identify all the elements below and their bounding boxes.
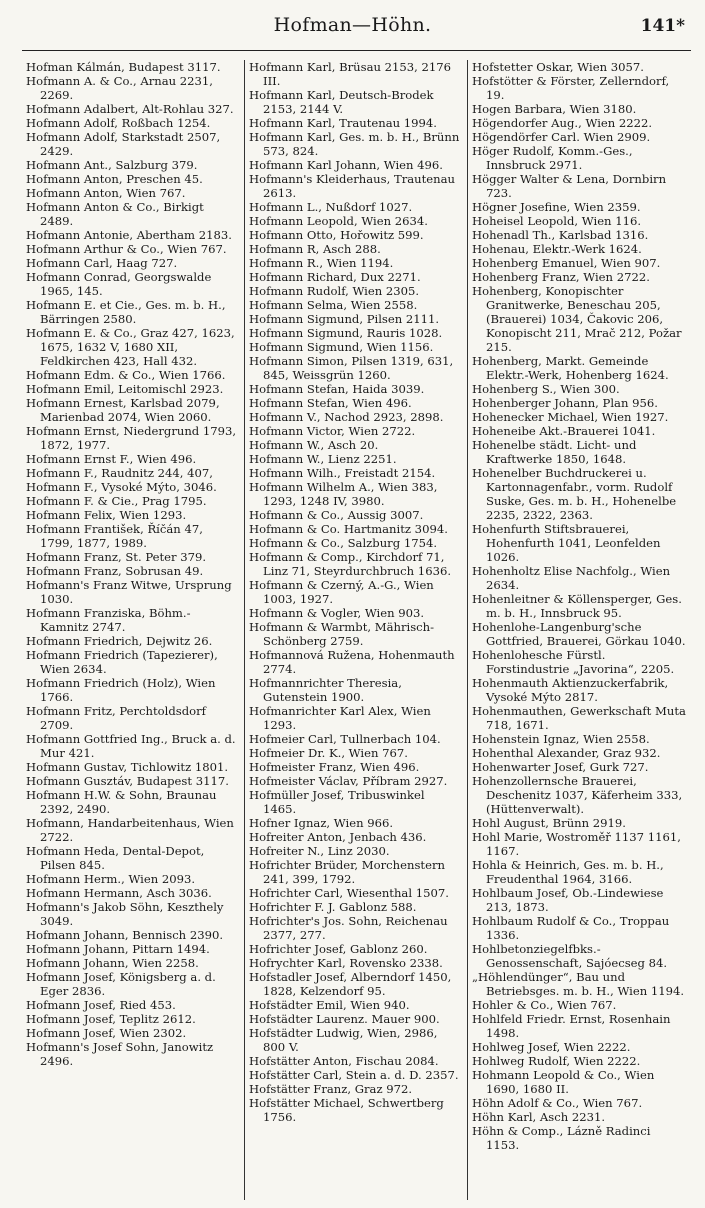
directory-entry: Högner Josefine, Wien 2359.	[472, 200, 641, 214]
directory-entry: Hofstetter Oskar, Wien 3057.	[472, 60, 644, 74]
directory-entry: Hofmann Heda, Dental-Depot, Pilsen 845.	[26, 844, 205, 872]
directory-entry: Hohenelber Buchdruckerei u. Kartonnagenfabr., vorm. Rudolf Suske, Ges. m. b. H., Hohenelbe 2235, 2322, 2363.	[472, 466, 677, 522]
directory-entry: Hofmann H.W. & Sohn, Braunau 2392, 2490.	[26, 788, 217, 816]
directory-entry: Hofmann Fritz, Perchtoldsdorf 2709.	[26, 704, 206, 732]
directory-entry: Hofstätter Anton, Fischau 2084.	[249, 1054, 439, 1068]
directory-entry: Hofmeier Dr. K., Wien 767.	[249, 746, 408, 760]
directory-entry: Hofmann Karl Johann, Wien 496.	[249, 158, 443, 172]
directory-column-3	[472, 60, 686, 1152]
directory-entry: Hofmann Ant., Salzburg 379.	[26, 158, 198, 172]
directory-entry: Hofmann Edm. & Co., Wien 1766.	[26, 368, 226, 382]
directory-entry: Hofmann Friedrich, Dejwitz 26.	[26, 634, 213, 648]
directory-entry: Hofmann Herm., Wien 2093.	[26, 872, 196, 886]
directory-entry: Hofmann Johann, Bennisch 2390.	[26, 928, 224, 942]
directory-entry: Hohla & Heinrich, Ges. m. b. H., Freudenthal 1964, 3166.	[472, 858, 664, 886]
directory-entry: Höhn & Comp., Lázně Radinci 1153.	[472, 1124, 651, 1152]
directory-entry: Hohenau, Elektr.-Werk 1624.	[472, 242, 642, 256]
directory-entry: Hohlbaum Rudolf & Co., Troppau 1336.	[472, 914, 670, 942]
directory-entry: Hofmann Sigmund, Pilsen 2111.	[249, 312, 440, 326]
column-divider	[244, 60, 245, 1200]
directory-entry: Hofmann L., Nußdorf 1027.	[249, 200, 413, 214]
directory-entry: Hofrichter F. J. Gablonz 588.	[249, 900, 417, 914]
directory-entry: Hoheneibe Akt.-Brauerei 1041.	[472, 424, 656, 438]
directory-entry: Hofmann V., Nachod 2923, 2898.	[249, 410, 444, 424]
directory-entry: Hohenmauthen, Gewerkschaft Muta 718, 1671.	[472, 704, 686, 732]
directory-entry: Hofmann Emil, Leitomischl 2923.	[26, 382, 224, 396]
directory-entry: Hofmann Sigmund, Wien 1156.	[249, 340, 434, 354]
directory-entry: Hofrichter Brüder, Morchenstern 241, 399, 1792.	[249, 858, 445, 886]
directory-entry: Hofmann Karl, Trautenau 1994.	[249, 116, 437, 130]
directory-entry: Hofmann Victor, Wien 2722.	[249, 424, 416, 438]
directory-entry: Hofstötter & Förster, Zellerndorf, 19.	[472, 74, 670, 102]
directory-entry: Hofner Ignaz, Wien 966.	[249, 816, 394, 830]
directory-entry: Hofmann Ernst, Niedergrund 1793, 1872, 1977.	[26, 424, 237, 452]
directory-entry: Hofmann Karl, Ges. m. b. H., Brünn 573, 824.	[249, 130, 460, 158]
directory-entry: Hofstädter Laurenz. Mauer 900.	[249, 1012, 440, 1026]
directory-entry: Hofreiter N., Linz 2030.	[249, 844, 390, 858]
directory-entry: Hohenlohesche Fürstl. Forstindustrie „Javorina“, 2205.	[472, 648, 675, 676]
directory-entry: Hohenberg Franz, Wien 2722.	[472, 270, 650, 284]
directory-entry: Hofstätter Michael, Schwertberg 1756.	[249, 1096, 444, 1124]
directory-entry: Hofmann Karl, Deutsch-Brodek 2153, 2144 V.	[249, 88, 434, 116]
directory-entry: Hofmann & Co., Salzburg 1754.	[249, 536, 438, 550]
directory-entry: Hohenthal Alexander, Graz 932.	[472, 746, 661, 760]
directory-entry: Hofmannová Ružena, Hohenmauth 2774.	[249, 648, 455, 676]
page-number: 141*	[640, 16, 685, 36]
directory-entry: „Höhlendünger“, Bau und Betriebsges. m. b. H., Wien 1194.	[472, 970, 685, 998]
directory-entry: Hofmann Ernst F., Wien 496.	[26, 452, 197, 466]
directory-entry: Hohenelbe städt. Licht- und Kraftwerke 1850, 1648.	[472, 438, 637, 466]
directory-column-1	[26, 60, 238, 1068]
directory-entry: Hofstadler Josef, Alberndorf 1450, 1828, Kelzendorf 95.	[249, 970, 452, 998]
directory-entry: Hofmann Ernest, Karlsbad 2079, Marienbad 2074, Wien 2060.	[26, 396, 220, 424]
directory-entry: Hohlweg Rudolf, Wien 2222.	[472, 1054, 641, 1068]
directory-entry: Hohenzollernsche Brauerei, Deschenitz 1037, Käferheim 333, (Hüttenverwalt).	[472, 774, 683, 816]
directory-entry: Hofmann Conrad, Georgswalde 1965, 145.	[26, 270, 212, 298]
directory-entry: Hofmann's Franz Witwe, Ursprung 1030.	[26, 578, 232, 606]
directory-entry: Hofmann Franz, Sobrusan 49.	[26, 564, 204, 578]
directory-entry: Hofmann W., Lienz 2251.	[249, 452, 397, 466]
directory-entry: Hofmann Stefan, Wien 496.	[249, 396, 412, 410]
directory-entry: Hofstädter Emil, Wien 940.	[249, 998, 410, 1012]
directory-entry: Hohenwarter Josef, Gurk 727.	[472, 760, 649, 774]
directory-entry: Hofmann Hermann, Asch 3036.	[26, 886, 212, 900]
directory-entry: Hofmanrichter Karl Alex, Wien 1293.	[249, 704, 431, 732]
directory-entry: Hofmann F., Vysoké Mýto, 3046.	[26, 480, 217, 494]
directory-entry: Hogen Barbara, Wien 3180.	[472, 102, 637, 116]
directory-entry: Hohenberger Johann, Plan 956.	[472, 396, 658, 410]
header-rule	[22, 50, 691, 51]
directory-entry: Hofmann Anton & Co., Birkigt 2489.	[26, 200, 204, 228]
directory-entry: Hofmann & Co., Aussig 3007.	[249, 508, 424, 522]
directory-entry: Hofmann's Kleiderhaus, Trautenau 2613.	[249, 172, 455, 200]
directory-entry: Hofreiter Anton, Jenbach 436.	[249, 830, 427, 844]
directory-entry: Hofmann's Jakob Söhn, Keszthely 3049.	[26, 900, 224, 928]
directory-entry: Hofmann A. & Co., Arnau 2231, 2269.	[26, 74, 213, 102]
directory-entry: Hofstädter Ludwig, Wien, 2986, 800 V.	[249, 1026, 438, 1054]
directory-entry: Hofmann Wilh., Freistadt 2154.	[249, 466, 436, 480]
directory-entry: Hofmeister Václav, Příbram 2927.	[249, 774, 448, 788]
directory-entry: Hofmann Anton, Wien 767.	[26, 186, 186, 200]
directory-entry: Hohenfurth Stiftsbrauerei, Hohenfurth 1041, Leonfelden 1026.	[472, 522, 661, 564]
directory-entry: Hofmann Gusztáv, Budapest 3117.	[26, 774, 229, 788]
directory-entry: Hofmann Simon, Pilsen 1319, 631, 845, Weissgrün 1260.	[249, 354, 454, 382]
directory-entry: Hofmann František, Říčán 47, 1799, 1877, 1989.	[26, 522, 203, 550]
page-header	[0, 0, 705, 52]
directory-entry: Hofmann & Warmbt, Mährisch-Schönberg 2759.	[249, 620, 435, 648]
directory-entry: Hohenecker Michael, Wien 1927.	[472, 410, 669, 424]
directory-entry: Hofmann Leopold, Wien 2634.	[249, 214, 428, 228]
directory-entry: Hofmann Otto, Hořowitz 599.	[249, 228, 424, 242]
directory-entry: Hofstätter Franz, Graz 972.	[249, 1082, 413, 1096]
directory-entry: Hofmann Wilhelm A., Wien 383, 1293, 1248 IV, 3980.	[249, 480, 438, 508]
directory-entry: Hofmann E. & Co., Graz 427, 1623, 1675, 1632 V, 1680 XII, Feldkirchen 423, Hall 432.	[26, 326, 235, 368]
directory-entry: Hofmann Josef, Wien 2302.	[26, 1026, 187, 1040]
directory-entry: Hofmeister Franz, Wien 496.	[249, 760, 420, 774]
directory-entry: Hofmann Josef, Königsberg a. d. Eger 2836.	[26, 970, 216, 998]
directory-entry: Hofmann & Comp., Kirchdorf 71, Linz 71, Steyrdurchbruch 1636.	[249, 550, 452, 578]
directory-entry: Hofmann Johann, Wien 2258.	[26, 956, 199, 970]
directory-entry: Hofmann & Co. Hartmanitz 3094.	[249, 522, 448, 536]
directory-entry: Hofmann's Josef Sohn, Janowitz 2496.	[26, 1040, 214, 1068]
directory-entry: Hohenberg, Markt. Gemeinde Elektr.-Werk, Hohenberg 1624.	[472, 354, 669, 382]
directory-entry: Hofmann Carl, Haag 727.	[26, 256, 178, 270]
directory-entry: Hohenstein Ignaz, Wien 2558.	[472, 732, 650, 746]
directory-entry: Högendörfer Carl. Wien 2909.	[472, 130, 651, 144]
directory-entry: Hofmann Friedrich (Holz), Wien 1766.	[26, 676, 216, 704]
directory-entry: Hofmann R, Asch 288.	[249, 242, 381, 256]
directory-entry: Hofmann Antonie, Abertham 2183.	[26, 228, 232, 242]
directory-entry: Hofmann Adolf, Roßbach 1254.	[26, 116, 211, 130]
directory-entry: Hohlbetonziegelfbks.-Genossenschaft, Sajóecseg 84.	[472, 942, 668, 970]
directory-entry: Hofmann, Handarbeitenhaus, Wien 2722.	[26, 816, 234, 844]
directory-entry: Hoheisel Leopold, Wien 116.	[472, 214, 642, 228]
directory-entry: Hohl Marie, Wostroměř 1137 1161, 1167.	[472, 830, 681, 858]
directory-entry: Hofmann R., Wien 1194.	[249, 256, 394, 270]
directory-entry: Hohenlohe-Langenburg'sche Gottfried, Brauerei, Görkau 1040.	[472, 620, 686, 648]
directory-entry: Hohlfeld Friedr. Ernst, Rosenhain 1498.	[472, 1012, 671, 1040]
directory-entry: Hofrichter Carl, Wiesenthal 1507.	[249, 886, 449, 900]
directory-entry: Hofrychter Karl, Rovensko 2338.	[249, 956, 443, 970]
directory-entry: Hofmann Gottfried Ing., Bruck a. d. Mur 421.	[26, 732, 236, 760]
directory-entry: Hohenberg Emanuel, Wien 907.	[472, 256, 661, 270]
directory-entry: Hohlbaum Josef, Ob.-Lindewiese 213, 1873.	[472, 886, 664, 914]
directory-entry: Högger Walter & Lena, Dornbirn 723.	[472, 172, 667, 200]
column-divider	[467, 60, 468, 1200]
directory-entry: Hofrichter's Jos. Sohn, Reichenau 2377, 277.	[249, 914, 448, 942]
directory-entry: Hohenholtz Elise Nachfolg., Wien 2634.	[472, 564, 671, 592]
directory-entry: Hofstätter Carl, Stein a. d. D. 2357.	[249, 1068, 459, 1082]
directory-entry: Hofmann Josef, Ried 453.	[26, 998, 176, 1012]
directory-entry: Hofmann Felix, Wien 1293.	[26, 508, 187, 522]
page-title: Hofman—Höhn.	[273, 14, 432, 36]
directory-entry: Hofmann Richard, Dux 2271.	[249, 270, 421, 284]
directory-entry: Hohenberg S., Wien 300.	[472, 382, 620, 396]
directory-entry: Hofmann Anton, Preschen 45.	[26, 172, 203, 186]
directory-entry: Hohl August, Brünn 2919.	[472, 816, 626, 830]
directory-entry: Hohenmauth Aktienzuckerfabrik, Vysoké Mýto 2817.	[472, 676, 669, 704]
directory-entry: Hohenadl Th., Karlsbad 1316.	[472, 228, 649, 242]
directory-entry: Högendorfer Aug., Wien 2222.	[472, 116, 653, 130]
directory-entry: Hohlweg Josef, Wien 2222.	[472, 1040, 631, 1054]
directory-entry: Hofmann Stefan, Haida 3039.	[249, 382, 425, 396]
directory-entry: Hohenleitner & Köllensperger, Ges. m. b. H., Innsbruck 95.	[472, 592, 682, 620]
directory-entry: Hofmann Franziska, Böhm.-Kamnitz 2747.	[26, 606, 191, 634]
directory-entry: Hofmann F. & Cie., Prag 1795.	[26, 494, 207, 508]
directory-entry: Hofmann Gustav, Tichlowitz 1801.	[26, 760, 229, 774]
directory-entry: Hofmüller Josef, Tribuswinkel 1465.	[249, 788, 425, 816]
directory-entry: Hofmann Johann, Pittarn 1494.	[26, 942, 210, 956]
directory-entry: Hofman Kálmán, Budapest 3117.	[26, 60, 221, 74]
directory-entry: Hofmann Rudolf, Wien 2305.	[249, 284, 420, 298]
directory-column-2	[249, 60, 461, 1124]
directory-entry: Höhn Karl, Asch 2231.	[472, 1110, 606, 1124]
directory-entry: Hohenberg, Konopischter Granitwerke, Beneschau 205, (Brauerei) 1034, Čakovic 206, Konopischt 211, Mrač 212, Požar 215.	[472, 284, 682, 354]
directory-entry: Hofmann Arthur & Co., Wien 767.	[26, 242, 227, 256]
directory-entry: Hofmannrichter Theresia, Gutenstein 1900.	[249, 676, 402, 704]
directory-entry: Hofmann Adalbert, Alt-Rohlau 327.	[26, 102, 234, 116]
directory-entry: Hofmann F., Raudnitz 244, 407,	[26, 466, 213, 480]
directory-entry: Hofmann & Vogler, Wien 903.	[249, 606, 425, 620]
directory-entry: Hofmann Karl, Brüsau 2153, 2176 III.	[249, 60, 452, 88]
directory-entry: Hofmann Selma, Wien 2558.	[249, 298, 418, 312]
directory-entry: Hofmann Friedrich (Tapezierer), Wien 2634.	[26, 648, 218, 676]
directory-entry: Hofmann Sigmund, Rauris 1028.	[249, 326, 443, 340]
directory-entry: Hofmann Franz, St. Peter 379.	[26, 550, 207, 564]
directory-entry: Hofmeier Carl, Tullnerbach 104.	[249, 732, 441, 746]
directory-entry: Hofmann & Czerný, A.-G., Wien 1003, 1927.	[249, 578, 434, 606]
directory-entry: Hofmann Josef, Teplitz 2612.	[26, 1012, 196, 1026]
directory-entry: Hofrichter Josef, Gablonz 260.	[249, 942, 428, 956]
directory-entry: Hohmann Leopold & Co., Wien 1690, 1680 II.	[472, 1068, 655, 1096]
directory-entry: Hofmann Adolf, Starkstadt 2507, 2429.	[26, 130, 221, 158]
directory-entry: Höhn Adolf & Co., Wien 767.	[472, 1096, 643, 1110]
directory-entry: Hofmann W., Asch 20.	[249, 438, 379, 452]
directory-entry: Höger Rudolf, Komm.-Ges., Innsbruck 2971.	[472, 144, 633, 172]
directory-entry: Hofmann E. et Cie., Ges. m. b. H., Bärringen 2580.	[26, 298, 226, 326]
directory-entry: Hohler & Co., Wien 767.	[472, 998, 617, 1012]
